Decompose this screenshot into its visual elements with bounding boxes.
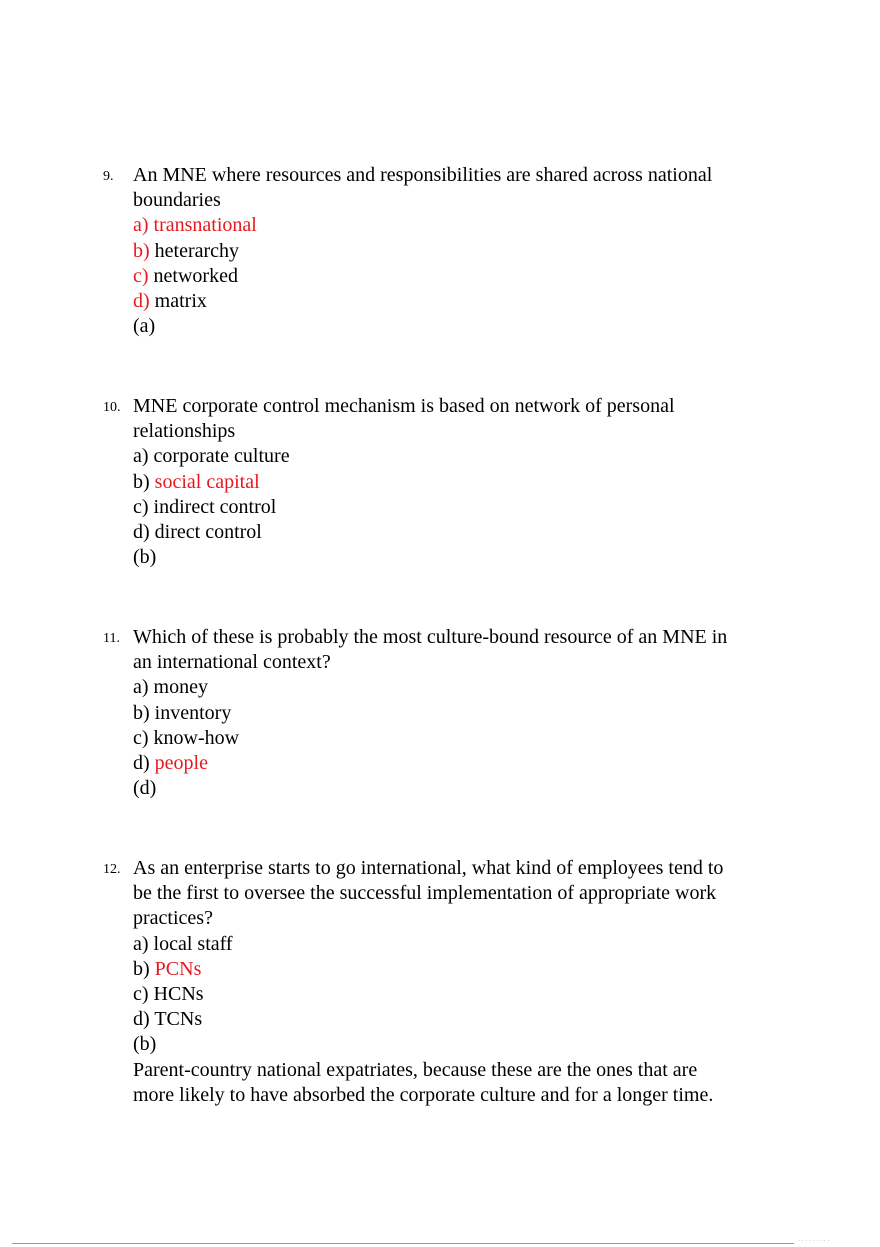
question-number: 9. <box>103 169 114 184</box>
option-letter: a) <box>133 932 149 955</box>
option-d <box>133 289 763 314</box>
option-letter: d) <box>133 752 150 775</box>
option-letter: c) <box>133 264 149 287</box>
option-a <box>133 675 763 700</box>
option-letter: b) <box>133 701 150 724</box>
question-stem-line: an international context? <box>133 651 331 674</box>
option-text: networked <box>153 264 238 287</box>
question-stem-line: MNE corporate control mechanism is based on network of personal <box>133 395 675 417</box>
question-stem-line: be the first to oversee the successful implementation of appropriate work <box>133 882 717 905</box>
option-d <box>133 751 763 776</box>
option-d <box>133 1007 763 1032</box>
option-b <box>133 957 763 982</box>
option-b <box>133 701 763 726</box>
option-text: social capital <box>154 470 260 493</box>
option-letter: a) <box>133 445 149 468</box>
answer-key: (b) <box>133 546 157 569</box>
question-stem-line: Which of these is probably the most culture-bound resource of an MNE in <box>133 626 728 648</box>
option-b <box>133 470 763 495</box>
option-letter: d) <box>133 521 150 544</box>
option-letter: a) <box>133 676 149 699</box>
option-letter: a) <box>133 214 149 237</box>
option-b <box>133 239 763 264</box>
option-letter: c) <box>133 726 149 749</box>
option-c <box>133 495 763 520</box>
option-text: matrix <box>154 290 207 313</box>
option-text: money <box>153 676 208 699</box>
option-c <box>133 982 763 1007</box>
option-c <box>133 264 763 289</box>
explanation-line: Parent-country national expatriates, because these are the ones that are <box>133 1058 698 1081</box>
question-11 <box>103 625 763 801</box>
question-stem-line: boundaries <box>133 189 221 212</box>
answer-key: (d) <box>133 777 157 800</box>
option-text: indirect control <box>153 495 277 518</box>
question-number: 12. <box>103 862 121 877</box>
option-text: direct control <box>154 521 262 544</box>
option-text: transnational <box>153 214 257 237</box>
option-letter: b) <box>133 470 150 493</box>
explanation-line: more likely to have absorbed the corporate culture and for a longer time. <box>133 1083 714 1106</box>
question-stem-line: An MNE where resources and responsibilities are shared across national <box>133 164 713 186</box>
question-12 <box>103 856 763 1108</box>
option-text: inventory <box>154 701 232 724</box>
option-letter: b) <box>133 957 150 980</box>
option-text: HCNs <box>153 983 204 1006</box>
option-a <box>133 213 763 238</box>
option-a <box>133 444 763 469</box>
option-text: people <box>154 752 208 775</box>
option-letter: d) <box>133 290 150 313</box>
option-letter: b) <box>133 239 150 262</box>
footer-text: · · · · · · · · · <box>798 1238 830 1244</box>
question-9 <box>103 163 763 339</box>
question-stem-line: relationships <box>133 420 236 443</box>
footer-divider <box>12 1243 794 1244</box>
answer-key: (b) <box>133 1033 157 1056</box>
option-text: PCNs <box>154 957 202 980</box>
answer-key: (a) <box>133 315 156 338</box>
question-number: 11. <box>103 631 120 646</box>
question-stem-line: practices? <box>133 907 213 930</box>
option-a <box>133 932 763 957</box>
option-letter: d) <box>133 1008 150 1031</box>
question-stem-line: As an enterprise starts to go international, what kind of employees tend to <box>133 857 724 879</box>
option-letter: c) <box>133 495 149 518</box>
question-10 <box>103 394 763 570</box>
option-text: heterarchy <box>154 239 240 262</box>
option-c <box>133 726 763 751</box>
question-number: 10. <box>103 400 121 415</box>
option-letter: c) <box>133 983 149 1006</box>
option-text: corporate culture <box>153 445 290 468</box>
option-text: know-how <box>153 726 240 749</box>
option-text: local staff <box>153 932 233 955</box>
option-d <box>133 520 763 545</box>
option-text: TCNs <box>154 1008 203 1031</box>
